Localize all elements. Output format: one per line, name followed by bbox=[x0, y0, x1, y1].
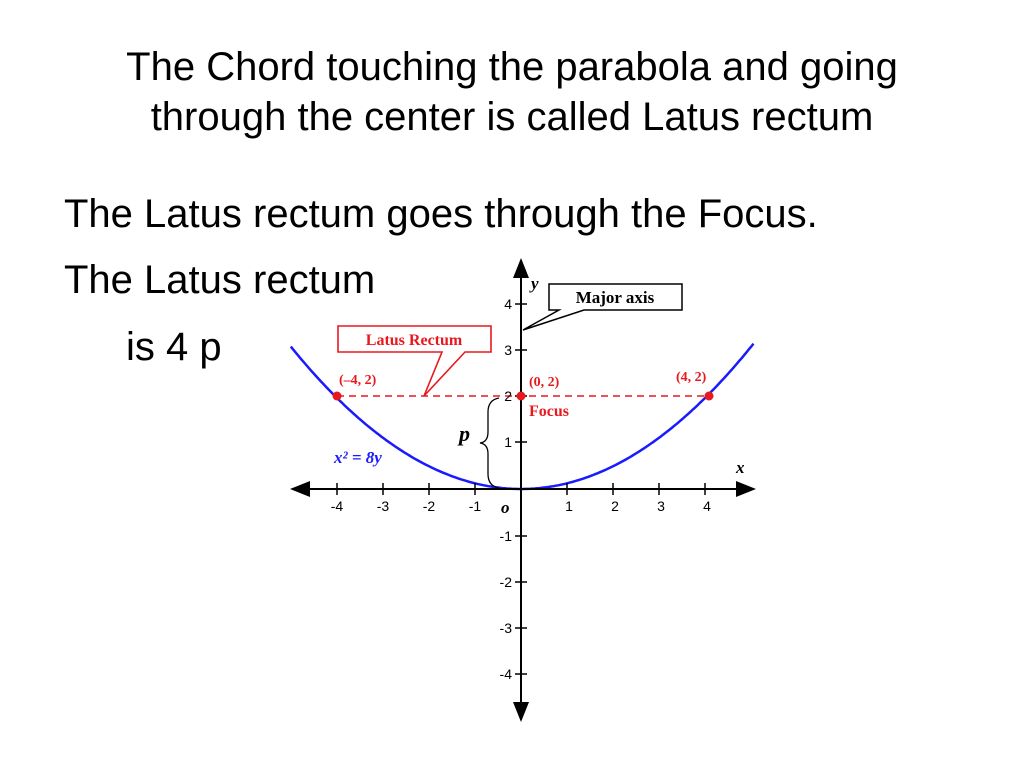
y-axis-arrow-up bbox=[513, 258, 529, 278]
x-tick-label: -2 bbox=[422, 498, 436, 514]
point-center bbox=[517, 392, 526, 401]
x-tick-label: -1 bbox=[468, 498, 482, 514]
y-axis-arrow-down bbox=[513, 702, 529, 722]
point-right bbox=[705, 392, 714, 401]
point-left-label: (–4, 2) bbox=[339, 373, 377, 388]
p-brace bbox=[480, 398, 499, 488]
y-tick-label: 4 bbox=[504, 296, 512, 312]
title-line-2: through the center is called Latus rectum bbox=[150, 95, 874, 139]
bullet-is-4p: is 4 p bbox=[126, 325, 222, 369]
parabola-curve bbox=[291, 344, 754, 489]
x-tick-label: 4 bbox=[703, 498, 711, 514]
p-label: p bbox=[459, 421, 470, 446]
y-tick-label: 1 bbox=[504, 434, 512, 450]
x-tick-label: -3 bbox=[376, 498, 390, 514]
equation-label: x² = 8y bbox=[334, 448, 382, 467]
major-axis-label: Major axis bbox=[575, 288, 655, 307]
point-left bbox=[333, 392, 342, 401]
bullet-latus-rectum: The Latus rectum bbox=[64, 258, 376, 302]
bullet-latus-through-focus: The Latus rectum goes through the Focus. bbox=[64, 192, 818, 236]
x-axis-arrow-right bbox=[736, 481, 756, 497]
y-axis-label: y bbox=[531, 274, 539, 293]
y-tick-label: -3 bbox=[499, 620, 512, 636]
latus-rectum-callout-label: Latus Rectum bbox=[365, 332, 463, 349]
point-right-label: (4, 2) bbox=[676, 370, 707, 385]
x-tick-label: 3 bbox=[657, 498, 665, 514]
y-tick-label: 3 bbox=[504, 342, 512, 358]
x-axis-arrow-left bbox=[290, 481, 310, 497]
y-tick-label: -1 bbox=[499, 528, 512, 544]
y-tick-label: -2 bbox=[499, 574, 512, 590]
x-axis-label: x bbox=[736, 458, 745, 477]
origin-label: o bbox=[501, 498, 510, 517]
x-tick-label: -4 bbox=[330, 498, 344, 514]
title-line-1: The Chord touching the parabola and going bbox=[126, 45, 898, 89]
x-tick-label: 1 bbox=[565, 498, 573, 514]
y-tick-label: -4 bbox=[499, 666, 512, 682]
focus-label: Focus bbox=[529, 403, 569, 420]
x-tick-label: 2 bbox=[611, 498, 619, 514]
point-center-label: (0, 2) bbox=[529, 375, 560, 390]
y-tick-label: 2 bbox=[504, 388, 512, 404]
